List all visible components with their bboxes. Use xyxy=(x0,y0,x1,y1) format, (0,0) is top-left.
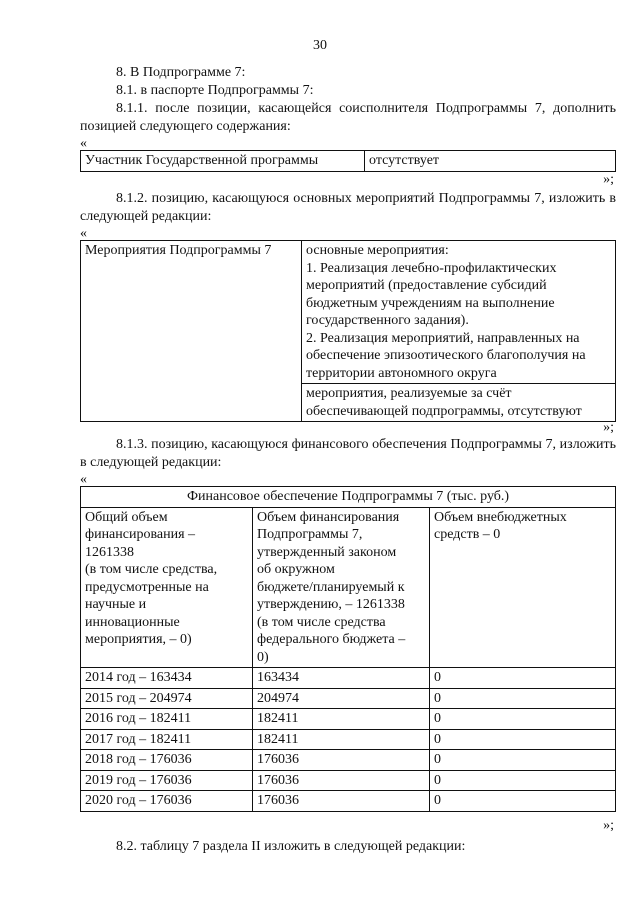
finance-header-total-line: предусмотренные на xyxy=(85,579,209,595)
activities-main-line: территории автономного округа xyxy=(306,365,497,381)
activities-main-line: обеспечение эпизоотического благополучия на xyxy=(306,348,586,363)
table-cell: 0 xyxy=(430,791,616,812)
table-cell: 2020 год – 176036 xyxy=(81,791,253,812)
finance-header-budget-line: Объем финансирования xyxy=(257,509,400,525)
finance-table xyxy=(80,486,616,812)
table-row xyxy=(81,729,616,750)
paragraph-8-1-3: 8.1.3. позицию, касающуюся финансового обеспечения Подпрограммы 7, изложить в следующей редакции: xyxy=(80,437,616,470)
table-row xyxy=(81,688,616,709)
table-cell: 0 xyxy=(430,770,616,791)
table-cell: 0 xyxy=(430,729,616,750)
activities-main-line: бюджетным учреждениям на выполнение xyxy=(306,295,555,311)
table-cell: 176036 xyxy=(253,791,430,812)
table-cell: 2015 год – 204974 xyxy=(81,688,253,709)
finance-header-extrabudget-line: Объем внебюджетных xyxy=(434,509,567,525)
participant-value: отсутствует xyxy=(365,151,616,172)
activities-main-line: основные мероприятия: xyxy=(306,243,449,258)
participant-label: Участник Государственной программы xyxy=(81,151,365,172)
table-row xyxy=(81,750,616,771)
table-row xyxy=(81,668,616,689)
finance-header-budget-line: бюджете/планируемый к xyxy=(257,579,405,595)
table-cell: 2014 год – 163434 xyxy=(81,668,253,689)
finance-header-budget xyxy=(253,507,430,668)
finance-header-total-line: научные и xyxy=(85,597,147,612)
activities-main-line: 1. Реализация лечебно-профилактических xyxy=(306,260,557,276)
paragraph-8: 8. В Подпрограмме 7: xyxy=(116,65,246,80)
activities-main-line: государственного задания). xyxy=(306,313,469,328)
close-quote-2: »; xyxy=(603,420,614,435)
finance-header-budget-line: утверждению, – 1261338 xyxy=(257,597,405,612)
table-cell: 2019 год – 176036 xyxy=(81,770,253,791)
activities-extra-line: мероприятия, реализуемые за счёт xyxy=(306,386,512,401)
finance-header-extrabudget-line: средств – 0 xyxy=(434,527,501,542)
table-cell: 204974 xyxy=(253,688,430,709)
activities-main-line: 2. Реализация мероприятий, направленных на xyxy=(306,330,580,346)
finance-header-extrabudget xyxy=(430,507,616,668)
finance-table-title: Финансовое обеспечение Подпрограммы 7 (тыс. руб.) xyxy=(81,487,616,508)
finance-header-total-line: Общий объем xyxy=(85,509,168,525)
table-cell: 182411 xyxy=(253,709,430,730)
finance-header-budget-line: об окружном xyxy=(257,562,335,577)
table-cell: 0 xyxy=(430,668,616,689)
table-cell: 0 xyxy=(430,688,616,709)
activities-main xyxy=(302,241,616,384)
close-quote-1: »; xyxy=(603,172,614,187)
table-cell: 0 xyxy=(430,709,616,730)
table-row xyxy=(81,709,616,730)
table-cell: 2017 год – 182411 xyxy=(81,729,253,750)
open-quote-1: « xyxy=(80,136,87,151)
page-number: 30 xyxy=(313,38,327,53)
finance-header-total-line: (в том числе средства, xyxy=(85,562,218,577)
table-cell: 2018 год – 176036 xyxy=(81,750,253,771)
table-cell: 163434 xyxy=(253,668,430,689)
activities-extra xyxy=(302,384,616,422)
table-cell: 176036 xyxy=(253,750,430,771)
activities-extra-line: обеспечивающей подпрограммы, отсутствуют xyxy=(306,403,582,419)
table-cell: 0 xyxy=(430,750,616,771)
participant-table xyxy=(80,150,616,172)
table-cell: 176036 xyxy=(253,770,430,791)
finance-header-budget-line: 0) xyxy=(257,649,269,665)
finance-header-total xyxy=(81,507,253,668)
paragraph-8-2: 8.2. таблицу 7 раздела II изложить в следующей редакции: xyxy=(116,839,466,854)
paragraph-8-1-2: 8.1.2. позицию, касающуюся основных мероприятий Подпрограммы 7, изложить в следующей редакции: xyxy=(80,191,616,224)
close-quote-3: »; xyxy=(603,818,614,833)
finance-header-total-line: инновационные xyxy=(85,614,180,630)
table-cell: 182411 xyxy=(253,729,430,750)
open-quote-2: « xyxy=(80,226,87,241)
finance-header-budget-line: Подпрограммы 7, xyxy=(257,527,363,542)
finance-header-total-line: 1261338 xyxy=(85,544,134,560)
open-quote-3: « xyxy=(80,472,87,487)
paragraph-8-1-1: 8.1.1. после позиции, касающейся соисполнителя Подпрограммы 7, дополнить позицией следующего содержания: xyxy=(80,101,616,134)
finance-header-total-line: финансирования – xyxy=(85,527,196,542)
finance-header-total-line: мероприятия, – 0) xyxy=(85,632,192,647)
finance-header-budget-line: федерального бюджета – xyxy=(257,632,406,647)
finance-header-budget-line: (в том числе средства xyxy=(257,614,386,630)
finance-header-budget-line: утвержденный законом xyxy=(257,544,397,560)
paragraph-8-1: 8.1. в паспорте Подпрограммы 7: xyxy=(116,83,314,98)
table-row xyxy=(81,770,616,791)
table-row xyxy=(81,791,616,812)
activities-main-line: мероприятий (предоставление субсидий xyxy=(306,278,547,293)
table-cell: 2016 год – 182411 xyxy=(81,709,253,730)
activities-label: Мероприятия Подпрограммы 7 xyxy=(81,241,302,422)
activities-table xyxy=(80,240,616,422)
